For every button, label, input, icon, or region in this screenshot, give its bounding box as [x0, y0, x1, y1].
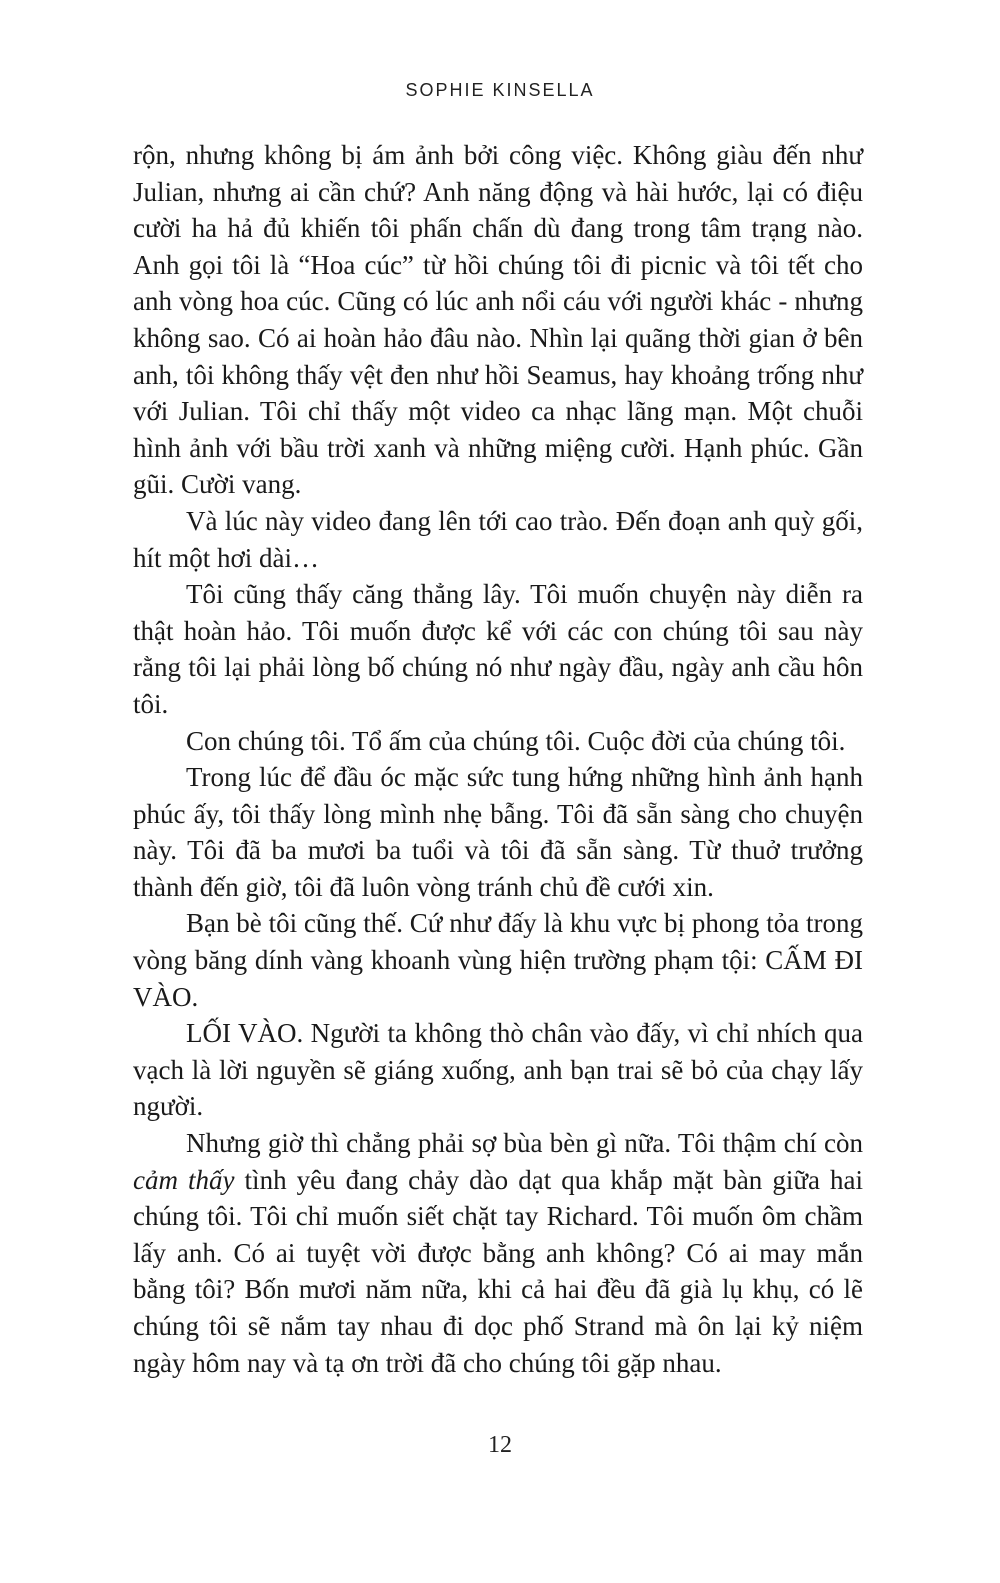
- paragraph-6: Bạn bè tôi cũng thế. Cứ như đấy là khu vực bị phong tỏa trong vòng băng dính vàng khoanh vùng hiện trường phạm tội: CẤM ĐI VÀO.: [133, 908, 863, 1012]
- paragraph-7: LỐI VÀO. Người ta không thò chân vào đấy, vì chỉ nhích qua vạch là lời nguyền sẽ giáng xuống, anh bạn trai sẽ bỏ của chạy lấy người.: [133, 1018, 863, 1122]
- page-number: 12: [488, 1432, 512, 1458]
- paragraph-5: Trong lúc để đầu óc mặc sức tung hứng những hình ảnh hạnh phúc ấy, tôi thấy lòng mình nhẹ bẫng. Tôi đã sẵn sàng cho chuyện này. Tôi đã ba mươi ba tuổi và tôi đã sẵn sàng. Từ thuở trưởng thành đến giờ, tôi đã luôn vòng tránh chủ đề cưới xin.: [133, 762, 863, 902]
- paragraph-8-emphasis: cảm thấy: [133, 1164, 235, 1195]
- paragraph-2: Và lúc này video đang lên tới cao trào. Đến đoạn anh quỳ gối, hít một hơi dài…: [133, 505, 863, 573]
- paragraph-8: [133, 1125, 863, 1381]
- body-text: [133, 137, 863, 1381]
- paragraph-3: Tôi cũng thấy căng thẳng lây. Tôi muốn chuyện này diễn ra thật hoàn hảo. Tôi muốn được kể với các con chúng tôi sau này rằng tôi lại phải lòng bố chúng nó như ngày đầu, ngày anh cầu hôn tôi.: [133, 579, 863, 719]
- paragraph-8-start: Nhưng giờ thì chẳng phải sợ bùa bèn gì nữa. Tôi thậm chí còn: [186, 1128, 863, 1159]
- paragraph-4: Con chúng tôi. Tổ ấm của chúng tôi. Cuộc đời của chúng tôi.: [186, 725, 846, 756]
- running-head: SOPHIE KINSELLA: [405, 80, 595, 100]
- paragraph-1: rộn, nhưng không bị ám ảnh bởi công việc. Không giàu đến như Julian, nhưng ai cần chứ? Anh năng động và hài hước, lại có điệu cười ha hả đủ khiến tôi phấn chấn dù đang trong tâm trạng nào. Anh gọi tôi là “Hoa cúc” từ hồi chúng tôi đi picnic và tôi tết cho anh vòng hoa cúc. Cũng có lúc anh nổi cáu với người khác - nhưng không sao. Có ai hoàn hảo đâu nào. Nhìn lại quãng thời gian ở bên anh, tôi không thấy vệt đen như hồi Seamus, hay khoảng trống như với Julian. Tôi chỉ thấy một video ca nhạc lãng mạn. Một chuỗi hình ảnh với bầu trời xanh và những miệng cười. Hạnh phúc. Gần gũi. Cười vang.: [133, 140, 863, 500]
- paragraph-8-end: tình yêu đang chảy dào dạt qua khắp mặt bàn giữa hai chúng tôi. Tôi chỉ muốn siết chặt tay Richard. Tôi muốn ôm chầm lấy anh. Có ai tuyệt vời được bằng anh không? Có ai may mắn bằng tôi? Bốn mươi năm nữa, khi cả hai đều đã già lụ khụ, có lẽ chúng tôi sẽ nắm tay nhau đi dọc phố Strand mà ôn lại kỷ niệm ngày hôm nay và tạ ơn trời đã cho chúng tôi gặp nhau.: [133, 1164, 863, 1378]
